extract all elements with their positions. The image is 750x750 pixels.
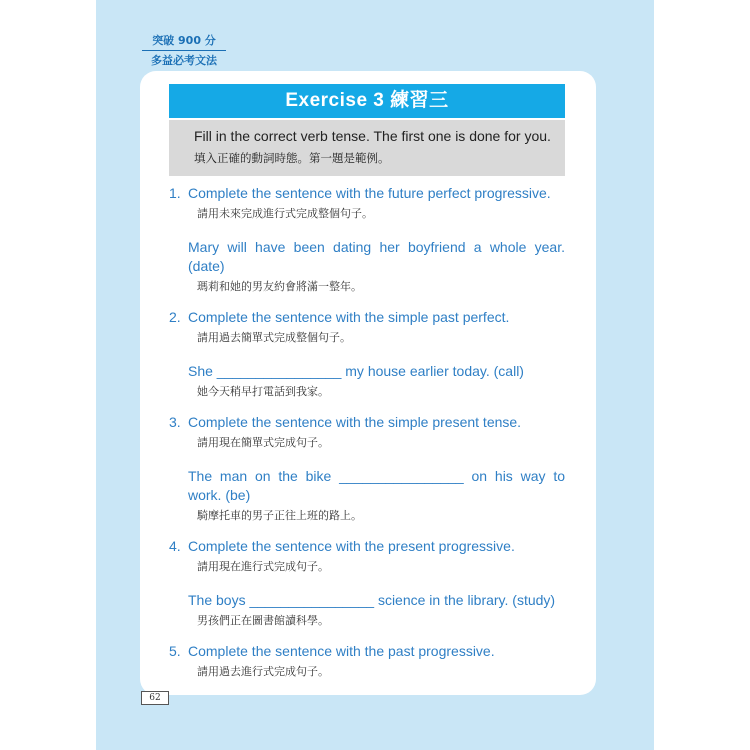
header-subtitle: 多益必考文法 bbox=[151, 54, 217, 67]
instruction-en: Fill in the correct verb tense. The first one is done for you. bbox=[194, 128, 551, 144]
item-task: Complete the sentence with the simple present tense. bbox=[188, 414, 522, 430]
item-number: 5. bbox=[169, 643, 181, 659]
exercise-item bbox=[169, 413, 565, 523]
item-task-zh: 請用過去進行式完成句子。 bbox=[197, 665, 329, 678]
item-task-zh: 請用過去簡單式完成整個句子。 bbox=[197, 331, 351, 344]
item-task-zh: 請用現在簡單式完成句子。 bbox=[197, 436, 329, 449]
fill-in-sentence: The boys ________________ science in the library. (study) bbox=[188, 592, 556, 608]
exercise-item bbox=[169, 642, 565, 679]
header-title: 突破 900 分 bbox=[142, 34, 226, 51]
instruction-box bbox=[169, 120, 565, 176]
item-number: 1. bbox=[169, 185, 181, 201]
item-task: Complete the sentence with the future perfect progressive. bbox=[188, 185, 551, 201]
fill-in-sentence: She ________________ my house earlier today. (call) bbox=[188, 363, 524, 379]
page-number: 62 bbox=[141, 691, 169, 705]
item-task-zh: 請用現在進行式完成句子。 bbox=[197, 560, 329, 573]
exercise-list bbox=[169, 184, 565, 693]
item-number: 3. bbox=[169, 414, 181, 430]
example-sentence-zh: 瑪莉和她的男友約會將滿一整年。 bbox=[197, 280, 362, 293]
instruction-zh: 填入正確的動詞時態。第一題是範例。 bbox=[194, 151, 390, 165]
exercise-title: Exercise 3 練習三 bbox=[169, 84, 565, 118]
exercise-item bbox=[169, 308, 565, 399]
fill-in-sentence-zh: 騎摩托車的男子正往上班的路上。 bbox=[197, 509, 362, 522]
item-task: Complete the sentence with the past progressive. bbox=[188, 643, 495, 659]
fill-in-sentence: The man on the bike ________________ on his way to work. (be) bbox=[188, 468, 565, 503]
item-number: 4. bbox=[169, 538, 181, 554]
example-sentence: Mary will have been dating her boyfriend a whole year. (date) bbox=[188, 239, 565, 274]
exercise-item bbox=[169, 184, 565, 294]
item-task: Complete the sentence with the present progressive. bbox=[188, 538, 515, 554]
fill-in-sentence-zh: 男孩們正在圖書館讀科學。 bbox=[197, 614, 329, 627]
item-number: 2. bbox=[169, 309, 181, 325]
exercise-item bbox=[169, 537, 565, 628]
item-task: Complete the sentence with the simple past perfect. bbox=[188, 309, 510, 325]
book-header bbox=[142, 34, 226, 68]
item-task-zh: 請用未來完成進行式完成整個句子。 bbox=[197, 207, 373, 220]
fill-in-sentence-zh: 她今天稍早打電話到我家。 bbox=[197, 385, 329, 398]
